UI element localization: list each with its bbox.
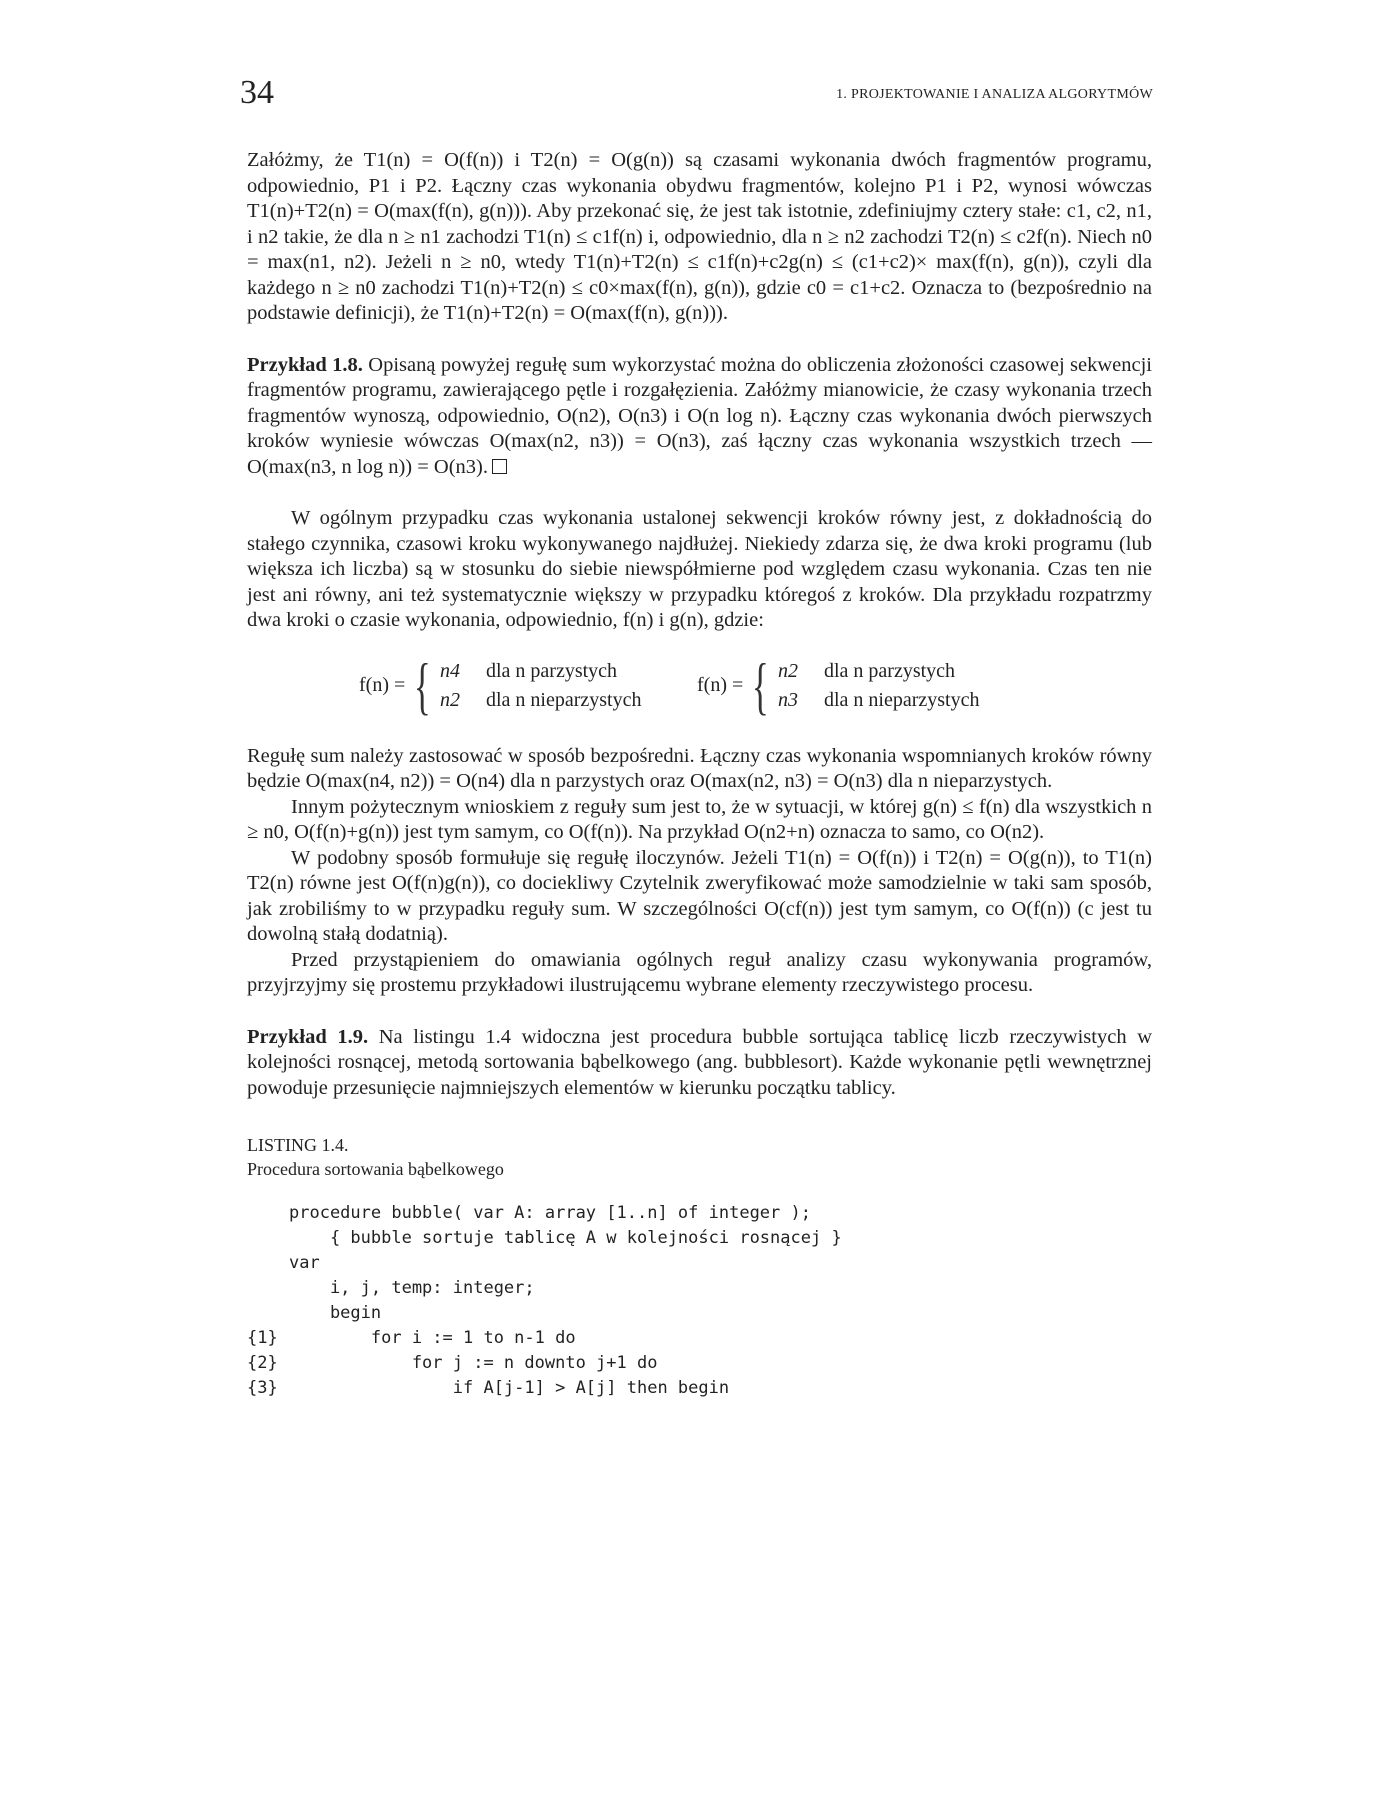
formula-lhs: f(n) = xyxy=(359,674,406,696)
case-expression: n4 xyxy=(439,659,460,682)
paragraph-sum-rule-proof: Załóżmy, że T1(n) = O(f(n)) i T2(n) = O(g(n)) są czasami wykonania dwóch fragmentów programu, odpowiednio, P1 i P2. Łączny czas wykonania obydwu fragmentów, kolejno P1 i P2, wynosi wówczas T1(n)+T2(n) = O(max(f(n), g(n))). Aby przekonać się, że jest tak istotnie, zdefiniujmy cztery stałe: c1, c2, n1, i n2 takie, że dla n ≥ n1 zachodzi T1(n) ≤ c1f(n) i, odpowiednio, dla n ≥ n2 zachodzi T2(n) ≤ c2f(n). Niech n0 = max(n1, n2). Jeżeli n ≥ n0, wtedy T1(n)+T2(n) ≤ c1f(n)+c2g(n) ≤ (c1+c2)× max(f(n), g(n)), czyli dla każdego n ≥ n0 zachodzi T1(n)+T2(n) ≤ c0×max(f(n), g(n)), gdzie c0 = c1+c2. Oznacza to (bezpośrednio na podstawie definicji), że T1(n)+T2(n) = O(max(f(n), g(n))). xyxy=(247,149,1152,324)
case-expression: n3 xyxy=(777,688,798,711)
paragraph-incommensurate: W ogólnym przypadku czas wykonania ustalonej sekwencji kroków równy jest, z dokładnością do stałego czynnika, czasowi kroku wykonywanego najdłużej. Niekiedy zdarza się, że dwa kroki programu (lub większa ich liczba) są w stosunku do siebie niewspółmierne pod względem czasu wykonania. Czas ten nie jest ani równy, ani też systematycznie większy w przypadku któregoś z kroków. Dla przykładu rozpatrzmy dwa kroki o czasie wykonania, odpowiednio, f(n) i g(n), gdzie: xyxy=(247,507,1152,631)
code-line xyxy=(247,1201,1152,1226)
formula-lhs: f(n) = xyxy=(697,674,744,696)
example-label: Przykład 1.8. xyxy=(247,353,363,376)
line-number xyxy=(247,1276,289,1301)
code-line xyxy=(247,1326,1152,1351)
listing-label: LISTING 1.4. xyxy=(247,1135,349,1155)
code-text: var xyxy=(289,1253,320,1273)
page-number: 34 xyxy=(240,74,274,111)
formula-right xyxy=(697,649,980,721)
code-text: begin xyxy=(289,1303,382,1323)
code-line xyxy=(247,1301,1152,1326)
formula-case xyxy=(440,660,642,683)
example-1-9 xyxy=(247,1025,1152,1102)
code-text: for i := 1 to n-1 do xyxy=(289,1328,576,1348)
case-condition: dla n parzystych xyxy=(485,659,618,682)
line-number xyxy=(247,1251,289,1276)
formula-row xyxy=(247,649,1152,730)
formula-left xyxy=(359,649,642,721)
code-line xyxy=(247,1376,1152,1401)
code-line xyxy=(247,1351,1152,1376)
example-1-8 xyxy=(247,353,1152,481)
formula-cases xyxy=(440,660,642,712)
example-text: Na listingu 1.4 widoczna jest procedura bubble sortująca tablicę liczb rzeczywistych w kolejności rosnącej, metodą sortowania bąbelkowego (ang. bubblesort). Każde wykonanie pętli wewnętrznej powoduje przesunięcie najmniejszych elementów w kierunku początku tablicy. xyxy=(247,1025,1153,1099)
example-text: Opisaną powyżej regułę sum wykorzystać można do obliczenia złożoności czasowej sekwencji fragmentów programu, zawierającego pętle i rozgałęzienia. Załóżmy mianowicie, że czasy wykonania trzech fragmentów wynoszą, odpowiednio, O(n2), O(n3) i O(n log n). Łączny czas wykonania dwóch pierwszych kroków wyniesie wówczas O(max(n2, n3)) = O(n3), zaś łączny czas wykonania wszystkich trzech — O(max(n3, n log n)) = O(n3). xyxy=(247,353,1153,478)
formula-cases xyxy=(778,660,980,712)
code-text: { bubble sortuje tablicę A w kolejności rosnącej } xyxy=(289,1228,842,1248)
left-brace-icon: { xyxy=(752,649,770,721)
case-condition: dla n parzystych xyxy=(823,659,956,682)
case-condition: dla n nieparzystych xyxy=(485,688,642,711)
line-number: {2} xyxy=(247,1353,278,1373)
left-brace-icon: { xyxy=(414,649,432,721)
line-number xyxy=(247,1301,289,1326)
formula-case xyxy=(778,660,980,683)
case-expression: n2 xyxy=(777,659,798,682)
code-text: procedure bubble( var A: array [1..n] of integer ); xyxy=(289,1203,811,1223)
case-expression: n2 xyxy=(439,688,460,711)
formula-case xyxy=(778,689,980,712)
code-line xyxy=(247,1226,1152,1251)
line-number xyxy=(247,1201,289,1226)
line-number: {1} xyxy=(247,1328,278,1348)
code-text: for j := n downto j+1 do xyxy=(289,1353,658,1373)
line-number: {3} xyxy=(247,1378,278,1398)
paragraph-transition: Przed przystąpieniem do omawiania ogólnych reguł analizy czasu wykonywania programów, przyjrzyjmy się prostemu przykładowi ilustrującemu wybrane elementy rzeczywistego procesu. xyxy=(247,948,1152,996)
formula-case xyxy=(440,689,642,712)
code-listing xyxy=(247,1201,1152,1401)
code-line xyxy=(247,1251,1152,1276)
paragraph-corollary: Innym pożytecznym wnioskiem z reguły sum jest to, że w sytuacji, w której g(n) ≤ f(n) dla wszystkich n ≥ n0, O(f(n)+g(n)) jest tym samym, co O(f(n)). Na przykład O(n2+n) oznacza to samo, co O(n2). xyxy=(247,795,1152,843)
code-text: if A[j-1] > A[j] then begin xyxy=(289,1378,730,1398)
listing-caption: Procedura sortowania bąbelkowego xyxy=(247,1159,504,1179)
case-condition: dla n nieparzystych xyxy=(823,688,980,711)
code-text: i, j, temp: integer; xyxy=(289,1278,535,1298)
line-number xyxy=(247,1226,289,1251)
code-line xyxy=(247,1276,1152,1301)
paragraph-sum-rule-application: Regułę sum należy zastosować w sposób bezpośredni. Łączny czas wykonania wspomnianych kroków równy będzie O(max(n4, n2)) = O(n4) dla n parzystych oraz O(max(n2, n3) = O(n3) dla n nieparzystych. xyxy=(247,744,1152,792)
paragraph-product-rule: W podobny sposób formułuje się regułę iloczynów. Jeżeli T1(n) = O(f(n)) i T2(n) = O(g(n)), to T1(n) T2(n) równe jest O(f(n)g(n)), co dociekliwy Czytelnik zweryfikować może samodzielnie w taki sam sposób, jak zrobiliśmy to w przypadku reguły sum. W szczególności O(cf(n)) jest tym samym, co O(f(n)) (c jest tu dowolną stałą dodatnią). xyxy=(247,846,1152,945)
body-text xyxy=(247,148,1152,1401)
end-of-example-square-icon xyxy=(492,459,507,474)
running-head: 1. PROJEKTOWANIE I ANALIZA ALGORYTMÓW xyxy=(836,87,1153,102)
example-label: Przykład 1.9. xyxy=(247,1025,369,1048)
